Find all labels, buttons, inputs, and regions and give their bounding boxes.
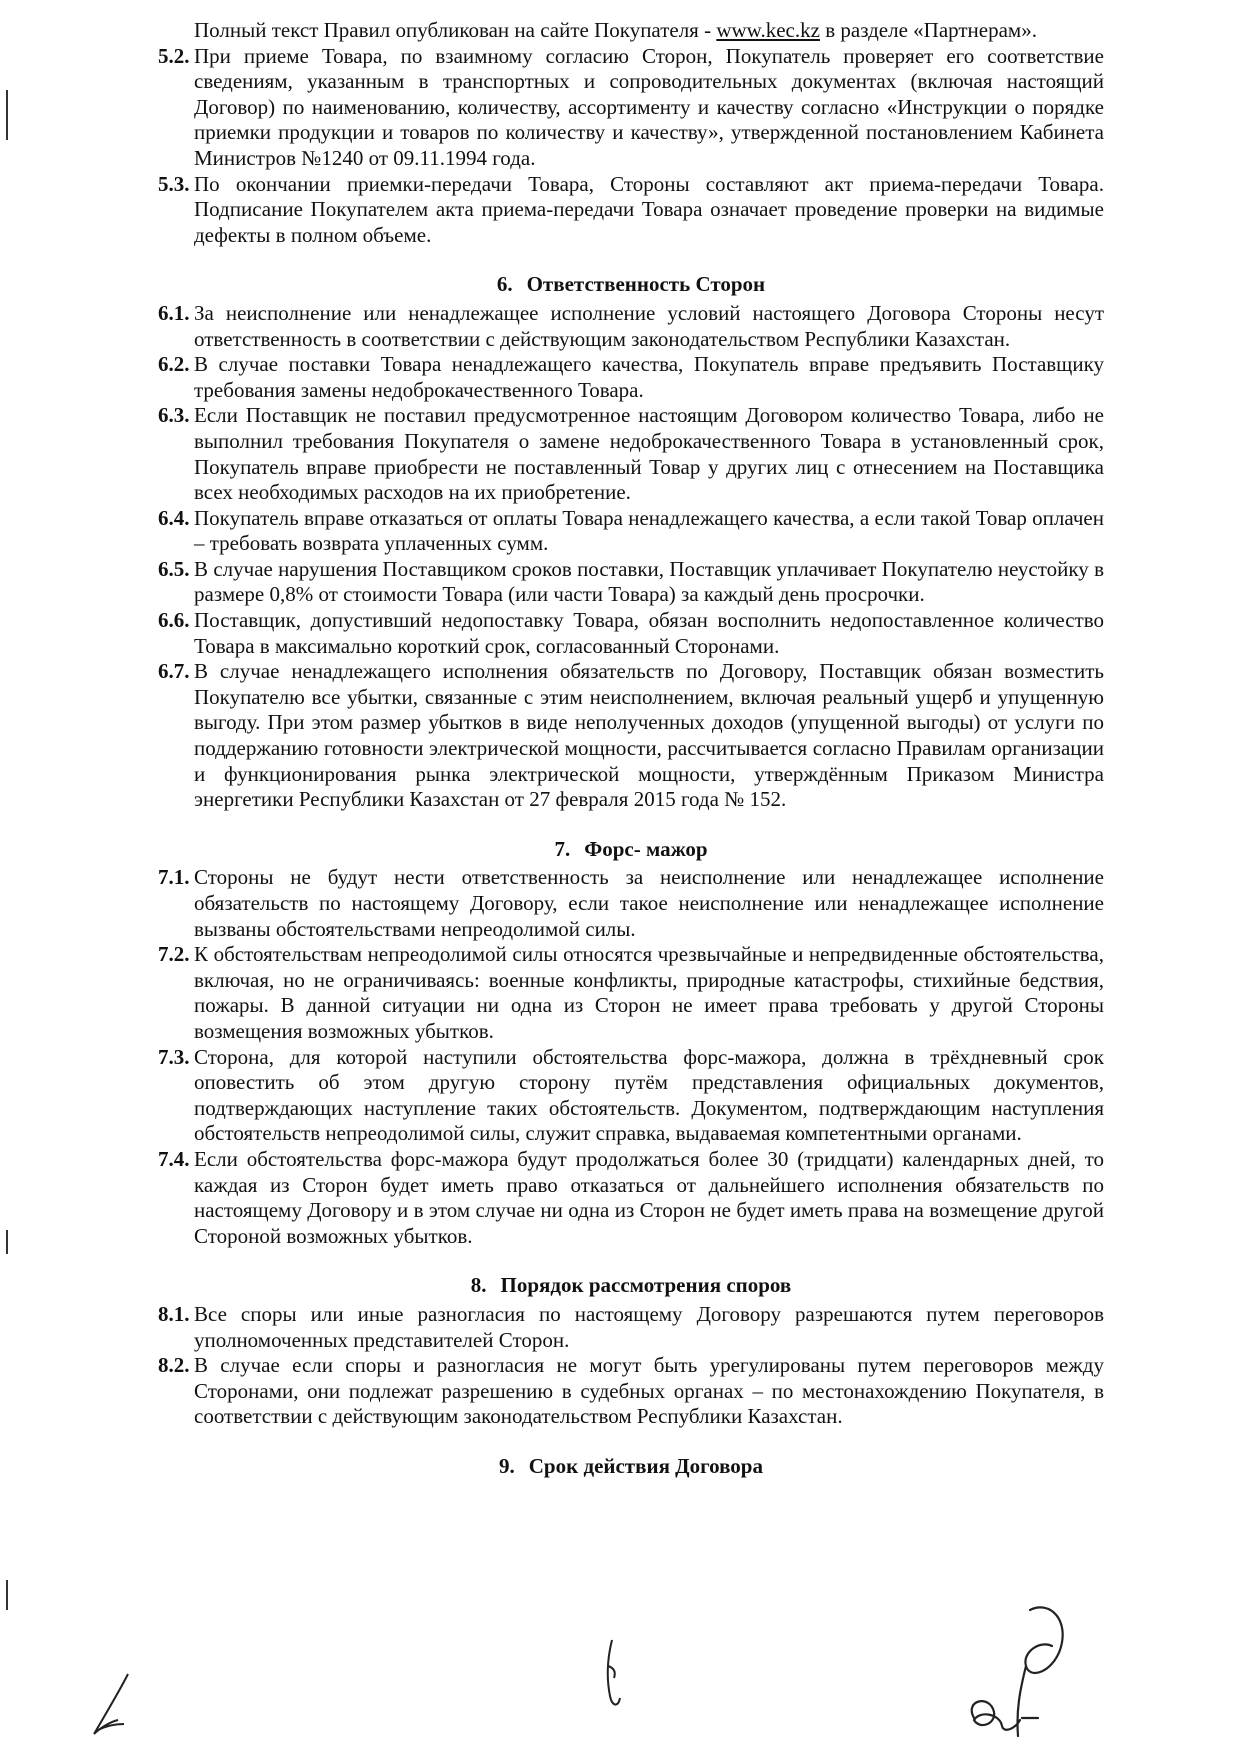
clause-text: Покупатель вправе отказаться от оплаты Товара ненадлежащего качества, а если такой Товар оплачен – требовать возврата уплаченных сумм.: [194, 505, 1104, 556]
clause-number: 6.6.: [158, 608, 190, 633]
clause-text: При приеме Товара, по взаимному согласию Сторон, Покупатель проверяет его соответствие сведениям, указанным в транспортных и сопроводительных документах (включая настоящий Договор) по наименованию, количеству, ассортименту и качеству согласно «Инструкции о порядке приемки продукции и товаров по количеству и качеству», утвержденной постановлением Кабинета Министров №1240 от 09.11.1994 года.: [194, 43, 1104, 170]
clause: [158, 865, 1104, 942]
clause: [158, 557, 1104, 608]
clause-text: Если Поставщик не поставил предусмотренное настоящим Договором количество Товара, либо не выполнил требования Покупателя о замене недоброкачественного Товара в установленный срок, Покупатель вправе приобрести не поставленный Товар у других лиц с отнесением на Поставщика всех необходимых расходов на их приобретение.: [194, 403, 1104, 505]
signature-center: [596, 1636, 626, 1716]
section-heading: [158, 1454, 1104, 1480]
section-number: 7.: [554, 836, 571, 861]
section-number: 9.: [499, 1453, 515, 1478]
clause: [158, 44, 1104, 172]
clause-text: По окончании приемки-передачи Товара, Стороны составляют акт приема-передачи Товара. Подписание Покупателем акта приема-передачи Товара означает проведение проверки на видимые дефекты в полном объеме.: [194, 171, 1104, 247]
clause-text: За неисполнение или ненадлежащее исполнение условий настоящего Договора Стороны несут ответственность в соответствии с действующим законодательством Республики Казахстан.: [194, 300, 1104, 351]
clause: [158, 659, 1104, 813]
intro-text-end: в разделе «Партнерам».: [819, 18, 1037, 42]
clause: [158, 403, 1104, 505]
clause-text: К обстоятельствам непреодолимой силы относятся чрезвычайные и непредвиденные обстоятельства, включая, но не ограничиваясь: военные конфликты, природные катастрофы, стихийные бедствия, пожары. В данной ситуации ни одна из Сторон не имеет права требовать у другой Стороны возмещения возможных убытков.: [194, 942, 1104, 1043]
clause-number: 7.3.: [158, 1044, 190, 1069]
document-body: [158, 18, 1104, 1482]
clause-text: В случае нарушения Поставщиком сроков поставки, Поставщик уплачивает Покупателю неустойку в размере 0,8% от стоимости Товара (или части Товара) за каждый день просрочки.: [194, 556, 1104, 607]
section-title: Срок действия Договора: [528, 1453, 763, 1478]
clause-number: 5.2.: [158, 43, 190, 68]
clause: [158, 1302, 1104, 1353]
signature-right: [960, 1600, 1110, 1750]
section-heading: [158, 272, 1104, 298]
clause: [158, 172, 1104, 249]
website-link[interactable]: www.kec.kz: [716, 18, 820, 42]
clause-text: Все споры или иные разногласия по настоящему Договору разрешаются путем переговоров уполномоченных представителей Сторон.: [194, 1301, 1104, 1352]
scan-mark: [6, 1580, 8, 1610]
clause-number: 6.5.: [158, 556, 190, 581]
clause-text: Стороны не будут нести ответственность за неисполнение или ненадлежащее исполнение обязательств по настоящему Договору, если такое неисполнение или ненадлежащее исполнение вызваны обстоятельствами непреодолимой силы.: [194, 865, 1104, 941]
clause-number: 6.2.: [158, 352, 190, 377]
intro-text: Полный текст Правил опубликован на сайте Покупателя -: [194, 18, 717, 42]
clause-text: В случае ненадлежащего исполнения обязательств по Договору, Поставщик обязан возместить Покупателю все убытки, связанные с этим неисполнением, включая реальный ущерб и упущенную выгоду. При этом размер убытков в виде неполученных доходов (упущенной выгоды) от услуги по поддержанию готовности электрической мощности, рассчитывается согласно Правилам организации и функционирования рынка электрической мощности, утверждённым Приказом Министра энергетики Республики Казахстан от 27 февраля 2015 года № 152.: [194, 659, 1104, 812]
section-heading: [158, 1273, 1104, 1299]
scan-mark: [6, 1230, 8, 1254]
section-number: 6.: [496, 272, 513, 297]
clause: [158, 608, 1104, 659]
clause-text: Сторона, для которой наступили обстоятельства форс-мажора, должна в трёхдневный срок оповестить об этом другую сторону путём представления официальных документов, подтверждающих наступление таких обстоятельств. Документом, подтверждающим наступления обстоятельств непреодолимой силы, служит справка, выдаваемая компетентными органами.: [194, 1044, 1104, 1146]
clause: [158, 1353, 1104, 1430]
section-title: Ответственность Сторон: [526, 272, 766, 297]
clause-number: 7.4.: [158, 1146, 190, 1171]
clause-number: 8.2.: [158, 1353, 190, 1378]
clause-number: 6.1.: [158, 300, 190, 325]
clause-number: 7.2.: [158, 942, 190, 967]
clause: [158, 301, 1104, 352]
clause: [158, 1045, 1104, 1147]
section-number: 8.: [470, 1273, 487, 1298]
clause-text: Если обстоятельства форс-мажора будут продолжаться более 30 (тридцати) календарных дней, то каждая из Сторон будет иметь право отказаться от дальнейшего исполнения обязательств по настоящему Договору и в этом случае ни одна из Сторон не будет иметь права на возмещение другой Стороной возможных убытков.: [194, 1146, 1104, 1248]
clause-text: Поставщик, допустивший недопоставку Товара, обязан восполнить недопоставленное количество Товара в максимально короткий срок, согласованный Сторонами.: [194, 608, 1104, 658]
clause: [158, 942, 1104, 1044]
clause-number: 6.4.: [158, 505, 190, 530]
signature-left: [88, 1670, 138, 1740]
clause-number: 6.3.: [158, 403, 190, 428]
scan-mark: [6, 90, 8, 140]
intro-paragraph: [194, 18, 1104, 44]
clause-number: 5.3.: [158, 171, 190, 196]
section-title: Порядок рассмотрения споров: [500, 1273, 792, 1298]
clause: [158, 1147, 1104, 1249]
clause: [158, 352, 1104, 403]
clause: [158, 506, 1104, 557]
clause-number: 7.1.: [158, 865, 190, 890]
section-heading: [158, 837, 1104, 863]
clause-text: В случае поставки Товара ненадлежащего качества, Покупатель вправе предъявить Поставщику требования замены недоброкачественного Товара.: [194, 352, 1104, 402]
section-title: Форс- мажор: [584, 836, 708, 861]
clause-text: В случае если споры и разногласия не могут быть урегулированы путем переговоров между Сторонами, они подлежат разрешению в судебных органах – по местонахождению Покупателя, в соответствии с действующим законодательством Республики Казахстан.: [194, 1353, 1104, 1429]
clause-number: 8.1.: [158, 1301, 190, 1326]
clause-number: 6.7.: [158, 659, 190, 684]
